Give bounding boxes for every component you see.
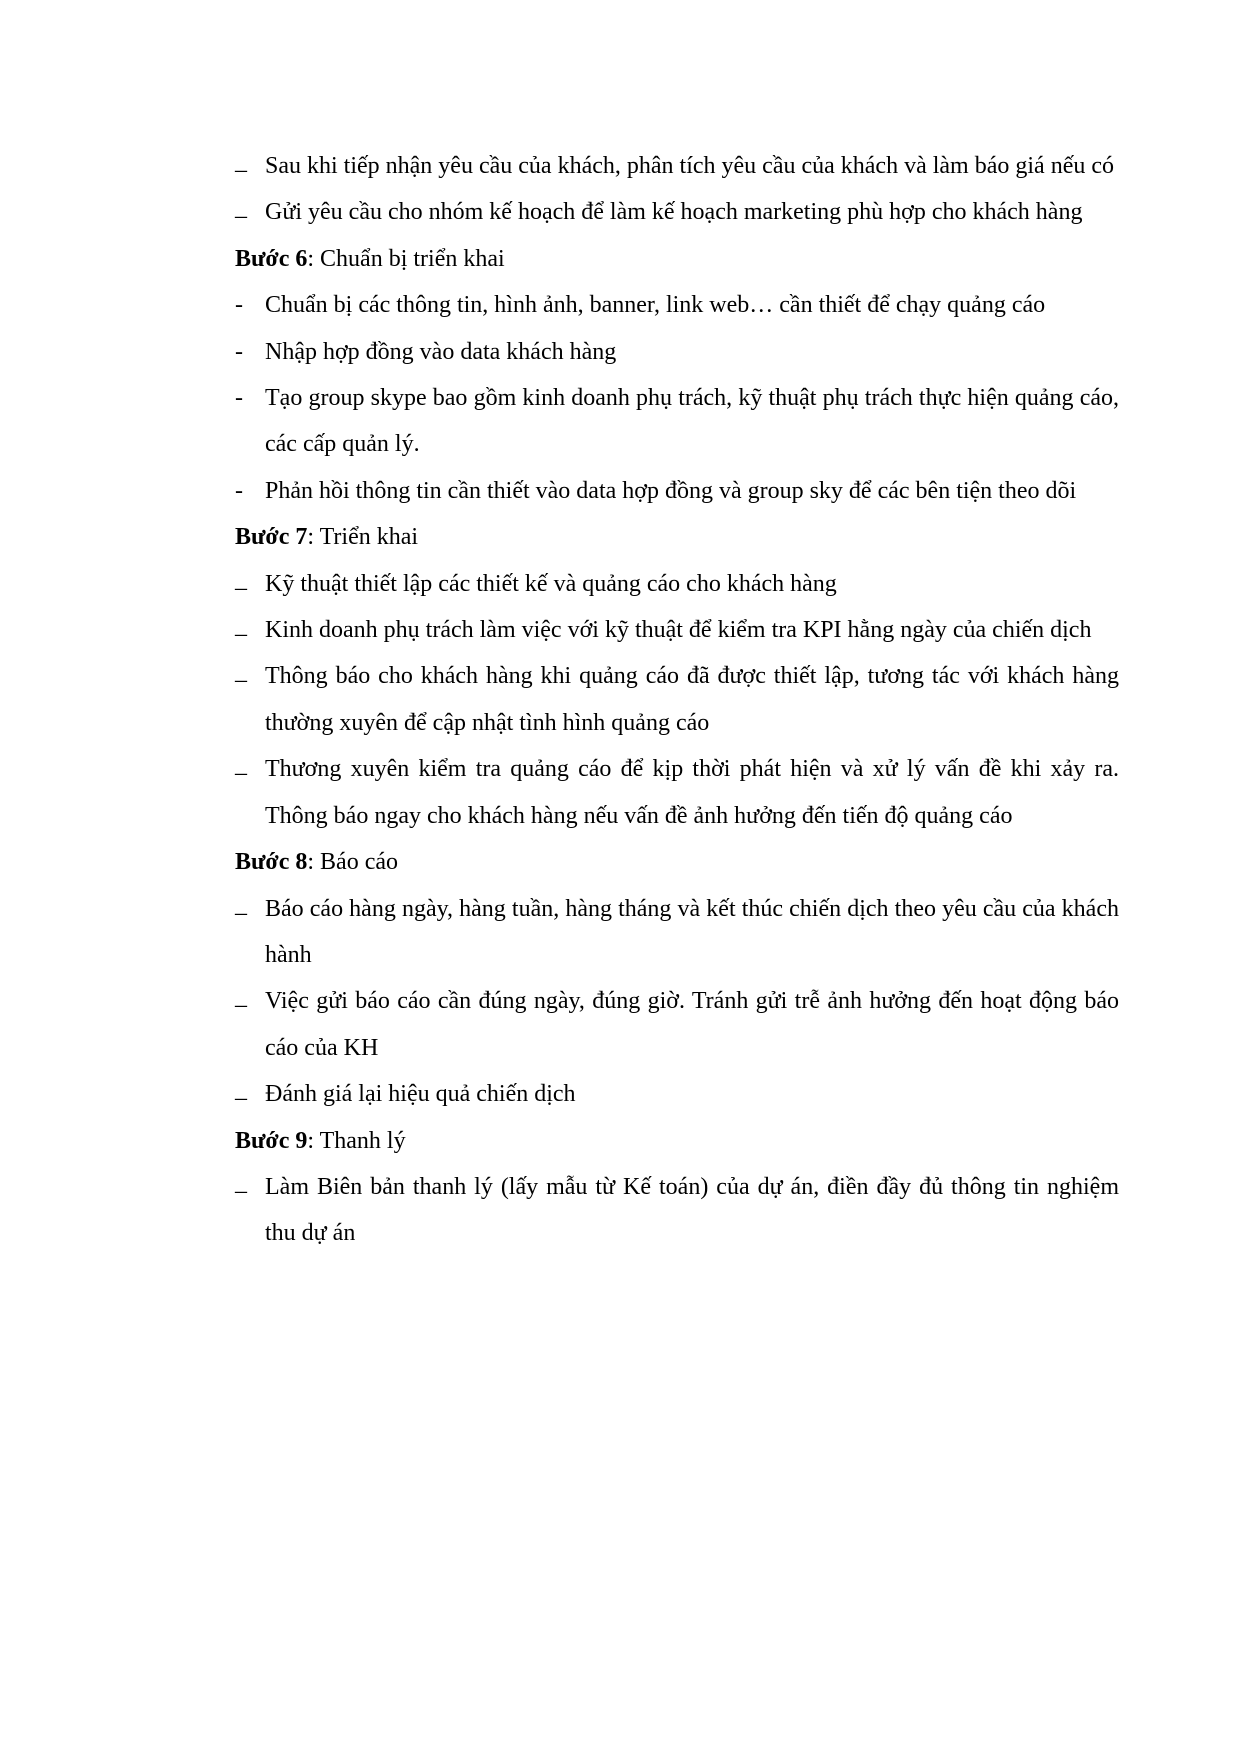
- dash-bullet: –: [235, 667, 247, 694]
- dash-bullet: –: [235, 1177, 247, 1204]
- list-item: [235, 189, 1119, 235]
- list-item: [235, 282, 1119, 328]
- step-separator: :: [307, 245, 321, 272]
- list-item-text: Tạo group skype bao gồm kinh doanh phụ trách, kỹ thuật phụ trách thực hiện quảng cáo, các cấp quản lý.: [265, 385, 1119, 458]
- list-item-text: Kỹ thuật thiết lập các thiết kế và quảng cáo cho khách hàng: [265, 570, 837, 597]
- list-item-text: Gửi yêu cầu cho nhóm kế hoạch để làm kế hoạch marketing phù hợp cho khách hàng: [265, 199, 1083, 226]
- dash-bullet: –: [235, 157, 247, 183]
- list-item-text: Chuẩn bị các thông tin, hình ảnh, banner, link web… cần thiết để chạy quảng cáo: [265, 292, 1046, 319]
- list-item: [235, 375, 1119, 468]
- step-label: Bước 7: [235, 524, 308, 551]
- step-title: Triển khai: [319, 524, 419, 551]
- hyphen-bullet: -: [235, 477, 243, 504]
- list-item: [235, 329, 1119, 375]
- list-item: [235, 561, 1119, 607]
- step-heading-9: [235, 1118, 1119, 1164]
- hyphen-bullet: -: [235, 385, 243, 412]
- step-separator: :: [307, 849, 321, 876]
- step-separator: :: [307, 1127, 320, 1154]
- step-label: Bước 6: [235, 245, 308, 272]
- step-label: Bước 9: [235, 1127, 308, 1154]
- document-page: [235, 143, 1119, 1257]
- list-item: [235, 468, 1119, 514]
- list-item-text: Việc gửi báo cáo cần đúng ngày, đúng giờ. Tránh gửi trễ ảnh hưởng đến hoạt động báo cáo của KH: [265, 988, 1119, 1061]
- dash-bullet: –: [235, 621, 247, 648]
- list-item: [235, 653, 1119, 746]
- step-heading-8: [235, 839, 1119, 885]
- dash-bullet: –: [235, 574, 247, 601]
- list-item-text: Kinh doanh phụ trách làm việc với kỹ thuật để kiểm tra KPI hằng ngày của chiến dịch: [265, 617, 1092, 644]
- step-label: Bước 8: [235, 849, 308, 876]
- hyphen-bullet: -: [235, 292, 243, 319]
- dash-bullet: –: [235, 899, 247, 926]
- dash-bullet: –: [235, 1085, 247, 1112]
- step-heading-7: [235, 514, 1119, 560]
- step-title: Thanh lý: [319, 1127, 406, 1154]
- list-item-text: Đánh giá lại hiệu quả chiến dịch: [265, 1081, 576, 1108]
- dash-bullet: –: [235, 203, 247, 230]
- list-item: [235, 886, 1119, 979]
- dash-bullet: –: [235, 760, 247, 787]
- list-item-text: Thông báo cho khách hàng khi quảng cáo đã được thiết lập, tương tác với khách hàng thường xuyên để cập nhật tình hình quảng cáo: [265, 663, 1119, 736]
- list-item-text: Làm Biên bản thanh lý (lấy mẫu từ Kế toán) của dự án, điền đầy đủ thông tin nghiệm thu dự án: [265, 1173, 1119, 1247]
- list-item-text: Phản hồi thông tin cần thiết vào data hợp đồng và group sky để các bên tiện theo dõi: [265, 477, 1077, 504]
- list-item: [235, 143, 1119, 189]
- dash-bullet: –: [235, 992, 247, 1019]
- list-item: [235, 746, 1119, 839]
- step-title: Chuẩn bị triển khai: [320, 245, 505, 272]
- list-item: [235, 1071, 1119, 1117]
- list-item-text: Thương xuyên kiểm tra quảng cáo để kịp thời phát hiện và xử lý vấn đề khi xảy ra. Thông báo ngay cho khách hàng nếu vấn đề ảnh hưởng đến tiến độ quảng cáo: [265, 756, 1119, 829]
- list-item: [235, 978, 1119, 1071]
- list-item: [235, 1164, 1119, 1257]
- hyphen-bullet: -: [235, 338, 243, 365]
- step-heading-6: [235, 236, 1119, 282]
- list-item-text: Nhập hợp đồng vào data khách hàng: [265, 338, 617, 365]
- step-separator: :: [307, 524, 320, 551]
- list-item-text: Báo cáo hàng ngày, hàng tuần, hàng tháng và kết thúc chiến dịch theo yêu cầu của khách hành: [265, 895, 1119, 968]
- list-item-text: Sau khi tiếp nhận yêu cầu của khách, phân tích yêu cầu của khách và làm báo giá nếu có: [265, 153, 1114, 179]
- list-item: [235, 607, 1119, 653]
- step-title: Báo cáo: [320, 849, 398, 876]
